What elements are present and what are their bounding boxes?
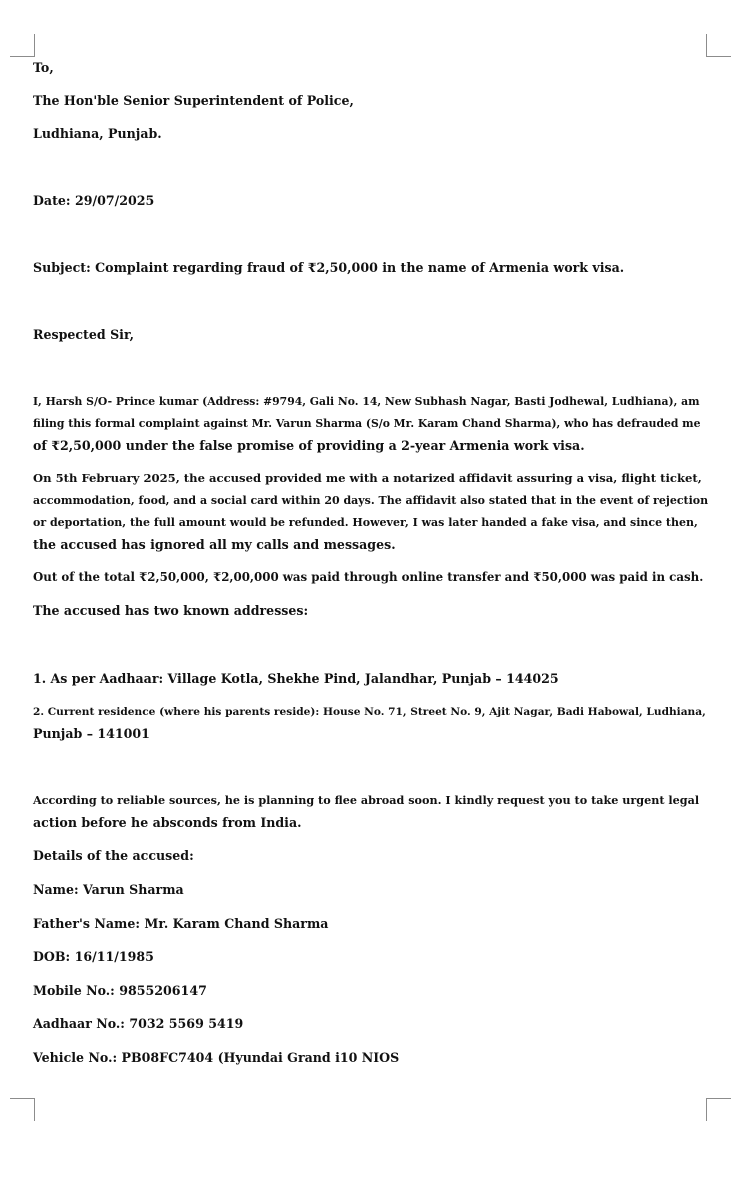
address-2-line-2: Punjab – 141001 [33, 726, 150, 741]
details-heading: Details of the accused: [33, 848, 194, 863]
detail-name: Name: Varun Sharma [33, 882, 184, 897]
para4-line-1: According to reliable sources, he is planning to flee abroad soon. I kindly request you to take urgent legal [33, 793, 700, 807]
detail-vehicle: Vehicle No.: PB08FC7404 (Hyundai Grand i10 NIOS [33, 1050, 400, 1065]
salutation: Respected Sir, [33, 327, 135, 342]
detail-mobile: Mobile No.: 9855206147 [33, 983, 207, 998]
para1-line-2: filing this formal complaint against Mr. Varun Sharma (S/o Mr. Karam Chand Sharma), who has defrauded me [33, 417, 701, 430]
para2-line-4: the accused has ignored all my calls and messages. [33, 537, 396, 552]
crop-mark-bottom-right [706, 1098, 731, 1121]
para1-line-1: I, Harsh S/O- Prince kumar (Address: #9794, Gali No. 14, New Subhash Nagar, Basti Jodhewal, Ludhiana), am [33, 395, 700, 408]
detail-father-name: Father's Name: Mr. Karam Chand Sharma [33, 916, 329, 931]
para2-line-3: or deportation, the full amount would be refunded. However, I was later handed a fake visa, and since then, [33, 516, 698, 529]
date-line: Date: 29/07/2025 [33, 193, 155, 208]
crop-mark-top-right [706, 34, 731, 57]
address-1: 1. As per Aadhaar: Village Kotla, Shekhe Pind, Jalandhar, Punjab – 144025 [33, 671, 559, 686]
detail-dob: DOB: 16/11/1985 [33, 949, 154, 964]
location-line: Ludhiana, Punjab. [33, 126, 162, 141]
para2-line-1: On 5th February 2025, the accused provided me with a notarized affidavit assuring a visa, flight ticket, [33, 471, 702, 485]
subject-line: Subject: Complaint regarding fraud of ₹2,50,000 in the name of Armenia work visa. [33, 260, 625, 275]
address-2-line-1: 2. Current residence (where his parents reside): House No. 71, Street No. 9, Ajit Nagar, Badi Habowal, Ludhiana, [33, 706, 706, 718]
crop-mark-top-left [10, 34, 35, 57]
addresses-intro: The accused has two known addresses: [33, 603, 309, 618]
detail-aadhaar: Aadhaar No.: 7032 5569 5419 [33, 1016, 244, 1031]
para1-line-3: of ₹2,50,000 under the false promise of providing a 2-year Armenia work visa. [33, 438, 585, 453]
para4-line-2: action before he absconds from India. [33, 815, 302, 830]
crop-mark-bottom-left [10, 1098, 35, 1121]
payment-line: Out of the total ₹2,50,000, ₹2,00,000 was paid through online transfer and ₹50,000 was paid in cash. [33, 570, 704, 584]
addressee-line: The Hon'ble Senior Superintendent of Police, [33, 93, 354, 108]
para2-line-2: accommodation, food, and a social card within 20 days. The affidavit also stated that in the event of rejection [33, 494, 709, 507]
to-line: To, [33, 60, 54, 75]
